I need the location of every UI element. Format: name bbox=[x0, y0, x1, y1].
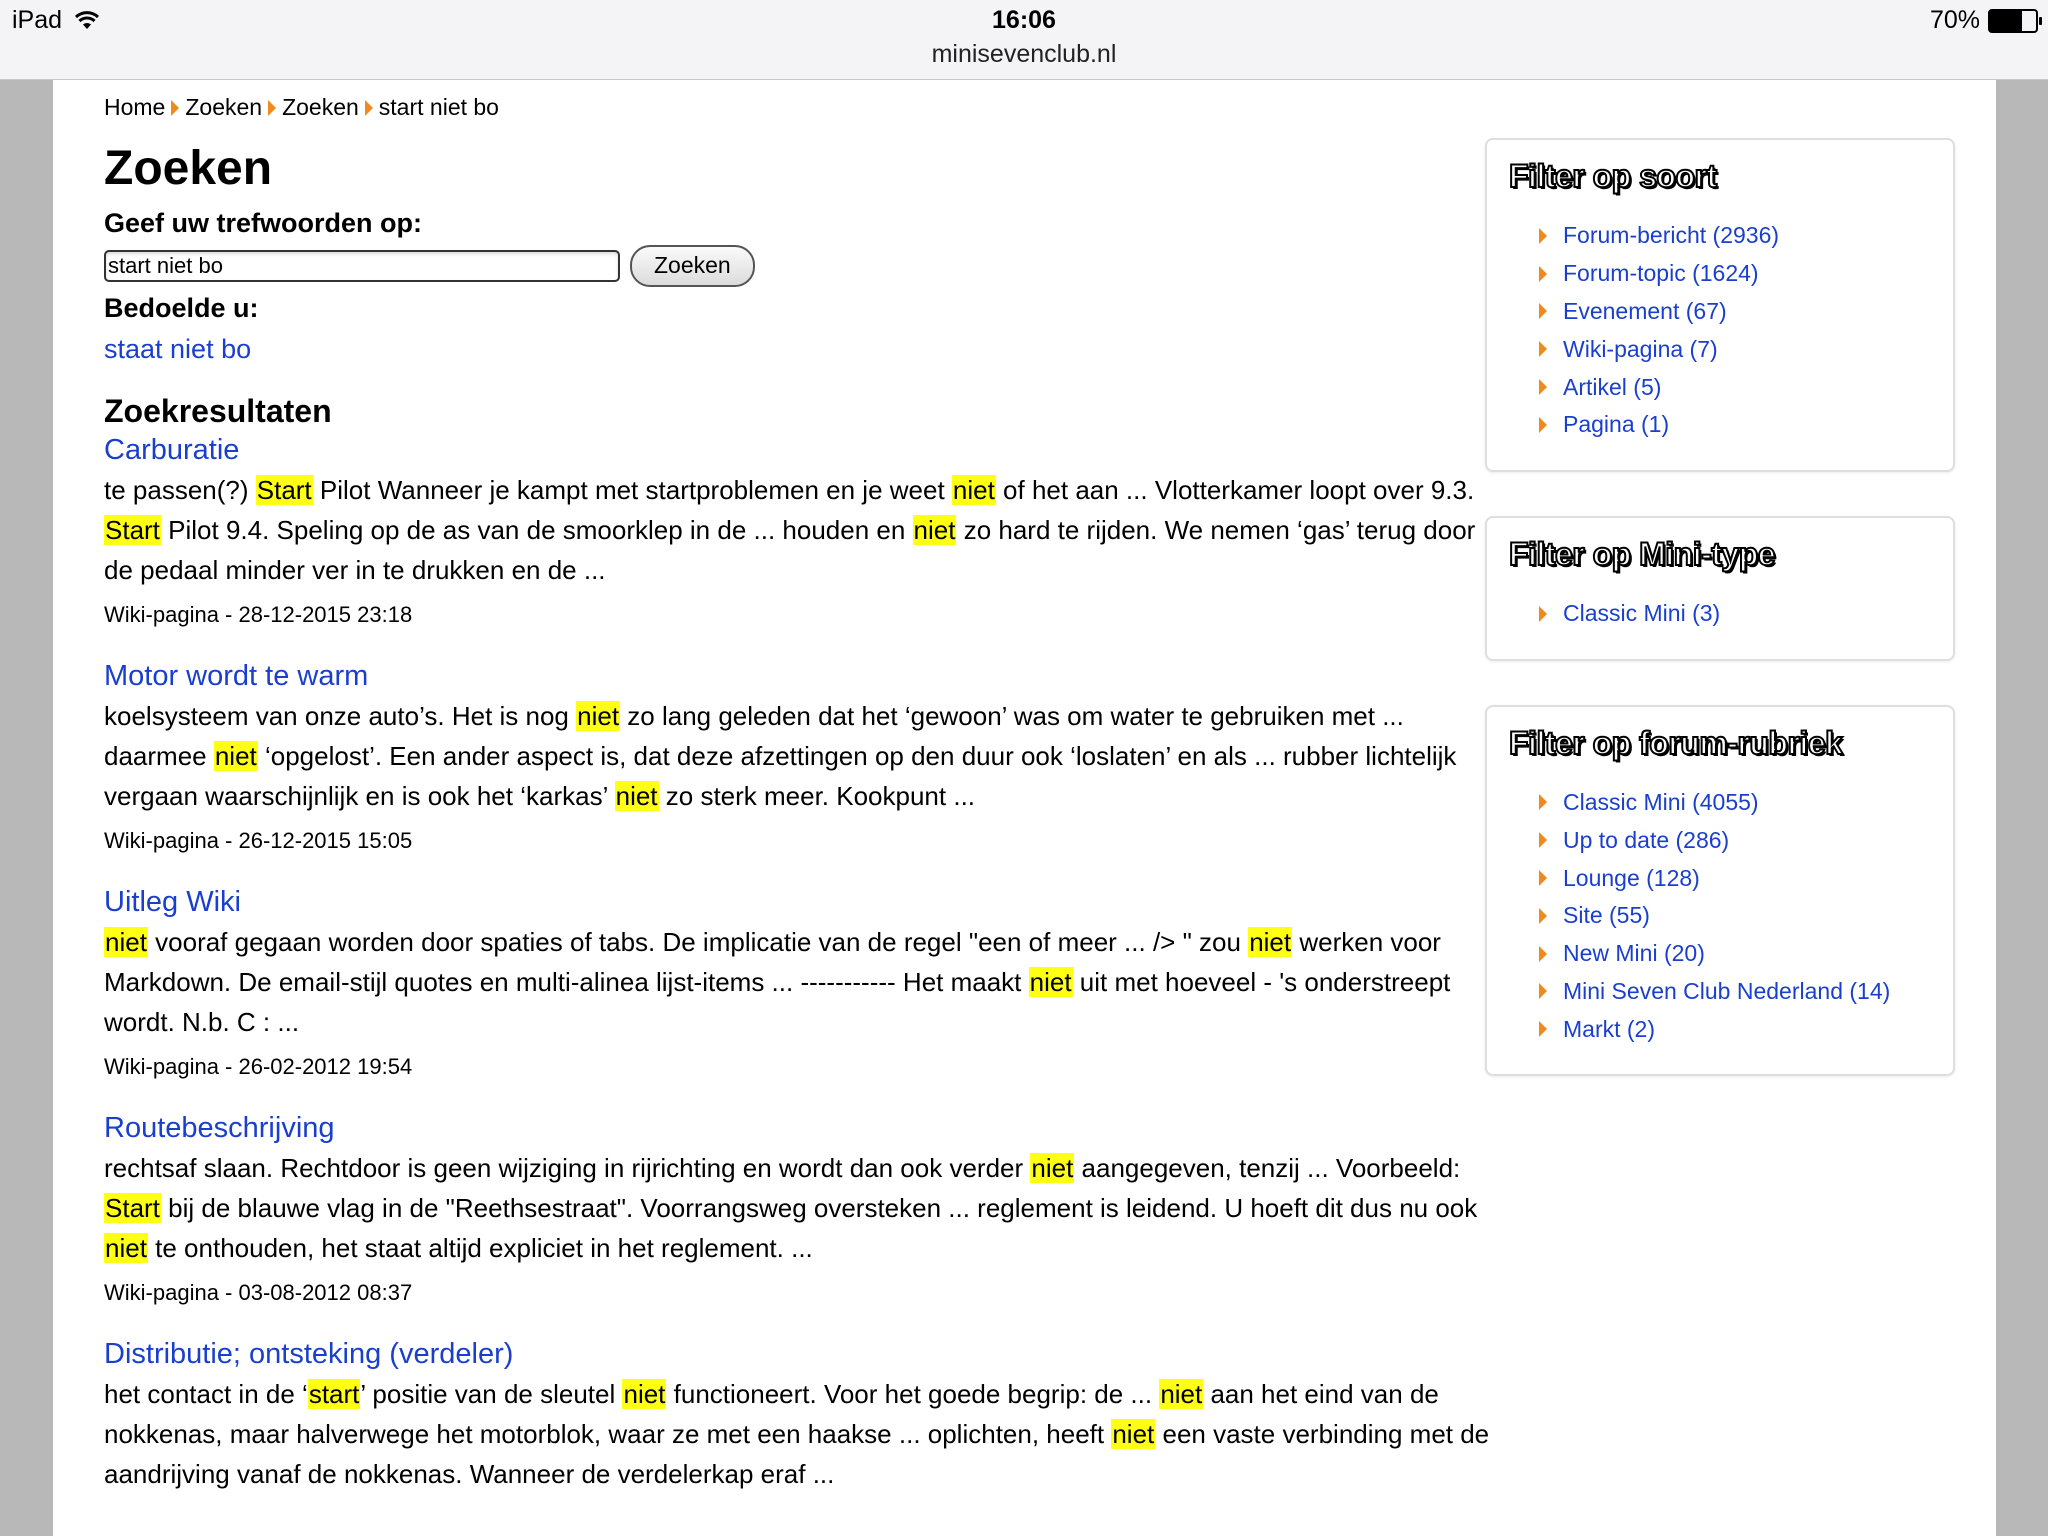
search-term-highlight: niet bbox=[1160, 1378, 1203, 1409]
snippet-text: ‘opgelost’. Een ander aspect is, dat deze afzettingen op den duur ook ‘loslaten’ en als ... rubber lichtelijk vergaan waarschijnlijk en is ook het ‘karkas’ bbox=[104, 740, 1457, 811]
result-title-link[interactable]: Carburatie bbox=[104, 433, 240, 466]
filter-sidebar bbox=[1485, 138, 1955, 1120]
result-snippet bbox=[104, 1148, 1504, 1268]
snippet-text: aan het eind van de nokkenas, maar halverwege het motorblok, waar ze met een haakse ... oplichten, heeft bbox=[104, 1378, 1439, 1449]
bullet-arrow-icon bbox=[1539, 870, 1547, 886]
result-snippet bbox=[104, 470, 1504, 590]
results-list bbox=[104, 430, 1504, 1494]
filter-item bbox=[1539, 897, 1931, 935]
filter-link[interactable]: Up to date (286) bbox=[1563, 826, 1730, 853]
filter-title: Filter op Mini-type bbox=[1509, 535, 1776, 572]
snippet-text: aangegeven, tenzij ... Voorbeeld: bbox=[1074, 1152, 1461, 1183]
filter-list bbox=[1539, 595, 1931, 633]
search-term-highlight: niet bbox=[105, 926, 147, 957]
result-snippet bbox=[104, 922, 1504, 1042]
filter-link[interactable]: Forum-topic (1624) bbox=[1563, 260, 1759, 287]
search-term-highlight: niet bbox=[615, 780, 658, 811]
breadcrumb-item[interactable]: Zoeken bbox=[185, 94, 263, 120]
filter-item bbox=[1539, 217, 1931, 255]
battery-level bbox=[1990, 11, 2022, 31]
filter-link[interactable]: New Mini (20) bbox=[1563, 940, 1705, 967]
filter-item bbox=[1539, 330, 1931, 368]
snippet-text: een vaste verbinding met de aandrijving vanaf de nokkenas. Wanneer de verdelerkap eraf ... bbox=[104, 1418, 1490, 1489]
snippet-text: functioneert. Voor het goede begrip: de ... bbox=[666, 1378, 1160, 1409]
bullet-arrow-icon bbox=[1539, 983, 1547, 999]
filter-item bbox=[1539, 1010, 1931, 1048]
result-title-link[interactable]: Distributie; ontsteking (verdeler) bbox=[104, 1337, 514, 1370]
bullet-arrow-icon bbox=[1539, 1021, 1547, 1037]
bullet-arrow-icon bbox=[1539, 794, 1547, 810]
filter-title: Filter op forum-rubriek bbox=[1509, 724, 1843, 761]
bullet-arrow-icon bbox=[1539, 946, 1547, 962]
bullet-arrow-icon bbox=[1539, 832, 1547, 848]
snippet-text: Pilot Wanneer je kampt met startproblemen en je weet bbox=[312, 474, 952, 505]
filter-link[interactable]: Wiki-pagina (7) bbox=[1563, 335, 1718, 362]
bullet-arrow-icon bbox=[1539, 266, 1547, 282]
bullet-arrow-icon bbox=[1539, 228, 1547, 244]
search-term-highlight: start bbox=[308, 1378, 360, 1409]
didyoumean-link[interactable]: staat niet bo bbox=[104, 333, 252, 364]
search-term-highlight: niet bbox=[577, 700, 620, 731]
search-term-highlight: niet bbox=[105, 1232, 147, 1263]
address-url[interactable]: minisevenclub.nl bbox=[931, 40, 1117, 68]
snippet-text: rechtsaf slaan. Rechtdoor is geen wijziging in rijrichting en wordt dan ook verder bbox=[104, 1152, 1031, 1183]
filter-title: Filter op soort bbox=[1509, 158, 1717, 194]
breadcrumb-item[interactable]: Home bbox=[104, 94, 166, 120]
didyoumean-label: Bedoelde u: bbox=[104, 292, 259, 323]
search-input[interactable] bbox=[104, 250, 620, 282]
results-heading: Zoekresultaten bbox=[104, 392, 332, 429]
result-meta: Wiki-pagina - 26-12-2015 15:05 bbox=[104, 827, 413, 853]
battery-percent: 70% bbox=[1929, 6, 1980, 34]
filter-item bbox=[1539, 368, 1931, 406]
snippet-text: zo hard te rijden. We nemen ‘gas’ terug door de pedaal minder ver in te drukken en de ... bbox=[104, 514, 1476, 585]
snippet-text: vooraf gegaan worden door spaties of tabs. De implicatie van de regel "een of meer ... /> " zou bbox=[147, 926, 1249, 957]
search-label: Geef uw trefwoorden op: bbox=[104, 207, 423, 238]
search-form bbox=[104, 245, 1504, 287]
status-bar bbox=[0, 0, 2048, 80]
search-term-highlight: niet bbox=[952, 474, 995, 505]
result-title-link[interactable]: Motor wordt te warm bbox=[104, 659, 369, 692]
filter-link[interactable]: Lounge (128) bbox=[1563, 864, 1700, 891]
bullet-arrow-icon bbox=[1539, 908, 1547, 924]
breadcrumb-separator-icon bbox=[171, 100, 179, 116]
filter-link[interactable]: Classic Mini (3) bbox=[1563, 600, 1721, 627]
snippet-text: het contact in de ‘ bbox=[104, 1378, 308, 1409]
search-term-highlight: niet bbox=[1031, 1152, 1074, 1183]
filter-link[interactable]: Evenement (67) bbox=[1563, 297, 1727, 324]
search-term-highlight: Start bbox=[105, 1192, 160, 1223]
filter-list bbox=[1539, 217, 1931, 444]
result-meta: Wiki-pagina - 03-08-2012 08:37 bbox=[104, 1279, 413, 1305]
search-button[interactable]: Zoeken bbox=[630, 245, 755, 287]
snippet-text: uit met hoeveel - 's onderstreept wordt. N.b. C : ... bbox=[104, 966, 1451, 1037]
breadcrumb-item: start niet bo bbox=[378, 94, 499, 120]
breadcrumb-item[interactable]: Zoeken bbox=[282, 94, 359, 120]
search-term-highlight: niet bbox=[1249, 926, 1292, 957]
search-result bbox=[104, 1334, 1504, 1494]
filter-item bbox=[1539, 859, 1931, 897]
result-title-link[interactable]: Uitleg Wiki bbox=[104, 885, 241, 918]
filter-box bbox=[1485, 516, 1955, 661]
filter-item bbox=[1539, 293, 1931, 331]
device-label: iPad bbox=[12, 6, 63, 34]
bullet-arrow-icon bbox=[1539, 417, 1547, 433]
breadcrumb-separator-icon bbox=[268, 100, 276, 116]
web-page bbox=[53, 80, 1996, 1536]
snippet-text: te passen(?) bbox=[104, 474, 256, 505]
battery-icon bbox=[1988, 9, 2038, 33]
snippet-text: bij de blauwe vlag in de "Reethsestraat". Voorrangsweg oversteken ... reglement is leidend. U hoeft dit dus nu ook bbox=[160, 1192, 1478, 1223]
result-meta: Wiki-pagina - 26-02-2012 19:54 bbox=[104, 1053, 413, 1079]
search-result bbox=[104, 656, 1504, 854]
bullet-arrow-icon bbox=[1539, 379, 1547, 395]
snippet-text: werken voor Markdown. De email-stijl quotes en multi-alinea lijst-items ... ----------- Het maakt bbox=[104, 926, 1441, 997]
search-term-highlight: Start bbox=[256, 474, 312, 505]
snippet-text: zo lang geleden dat het ‘gewoon’ was om water te gebruiken met ... daarmee bbox=[104, 700, 1404, 771]
page-title: Zoeken bbox=[104, 142, 273, 195]
bullet-arrow-icon bbox=[1539, 303, 1547, 319]
filter-item bbox=[1539, 784, 1931, 822]
result-snippet bbox=[104, 696, 1504, 816]
snippet-text: Pilot 9.4. Speling op de as van de smoorklep in de ... houden en bbox=[160, 514, 913, 545]
filter-item bbox=[1539, 406, 1931, 444]
filter-item bbox=[1539, 973, 1931, 1011]
filter-link[interactable]: Mini Seven Club Nederland (14) bbox=[1563, 977, 1891, 1004]
filter-link[interactable]: Classic Mini (4055) bbox=[1563, 788, 1759, 815]
result-meta: Wiki-pagina - 28-12-2015 23:18 bbox=[104, 601, 413, 627]
filter-item bbox=[1539, 935, 1931, 973]
filter-link[interactable]: Markt (2) bbox=[1563, 1015, 1655, 1042]
search-term-highlight: Start bbox=[105, 514, 160, 545]
main-content bbox=[104, 140, 1504, 1522]
breadcrumb-separator-icon bbox=[365, 100, 373, 116]
filter-box bbox=[1485, 138, 1955, 472]
filter-item bbox=[1539, 255, 1931, 293]
bullet-arrow-icon bbox=[1539, 341, 1547, 357]
filter-link[interactable]: Pagina (1) bbox=[1563, 411, 1670, 438]
snippet-text: ’ positie van de sleutel bbox=[360, 1378, 623, 1409]
result-title-link[interactable]: Routebeschrijving bbox=[104, 1111, 335, 1144]
filter-box bbox=[1485, 705, 1955, 1077]
status-right bbox=[1930, 6, 2038, 35]
search-term-highlight: niet bbox=[913, 514, 956, 545]
clock: 16:06 bbox=[992, 6, 1056, 34]
search-term-highlight: niet bbox=[1029, 966, 1072, 997]
search-result bbox=[104, 430, 1504, 628]
snippet-text: zo sterk meer. Kookpunt ... bbox=[658, 780, 976, 811]
snippet-text: koelsysteem van onze auto’s. Het is nog bbox=[104, 700, 577, 731]
filter-link[interactable]: Site (55) bbox=[1563, 902, 1650, 929]
search-result bbox=[104, 1108, 1504, 1306]
result-snippet bbox=[104, 1374, 1504, 1494]
snippet-text: te onthouden, het staat altijd expliciet in het reglement. ... bbox=[147, 1232, 813, 1263]
search-result bbox=[104, 882, 1504, 1080]
filter-link[interactable]: Forum-bericht (2936) bbox=[1563, 222, 1780, 249]
filter-link[interactable]: Artikel (5) bbox=[1563, 373, 1662, 400]
filter-item bbox=[1539, 821, 1931, 859]
bullet-arrow-icon bbox=[1539, 606, 1547, 622]
breadcrumb bbox=[104, 94, 499, 121]
filter-list bbox=[1539, 784, 1931, 1049]
snippet-text: of het aan ... Vlotterkamer loopt over 9.3. bbox=[995, 474, 1475, 505]
search-term-highlight: niet bbox=[623, 1378, 666, 1409]
filter-item bbox=[1539, 595, 1931, 633]
search-term-highlight: niet bbox=[1112, 1418, 1155, 1449]
search-term-highlight: niet bbox=[214, 740, 257, 771]
